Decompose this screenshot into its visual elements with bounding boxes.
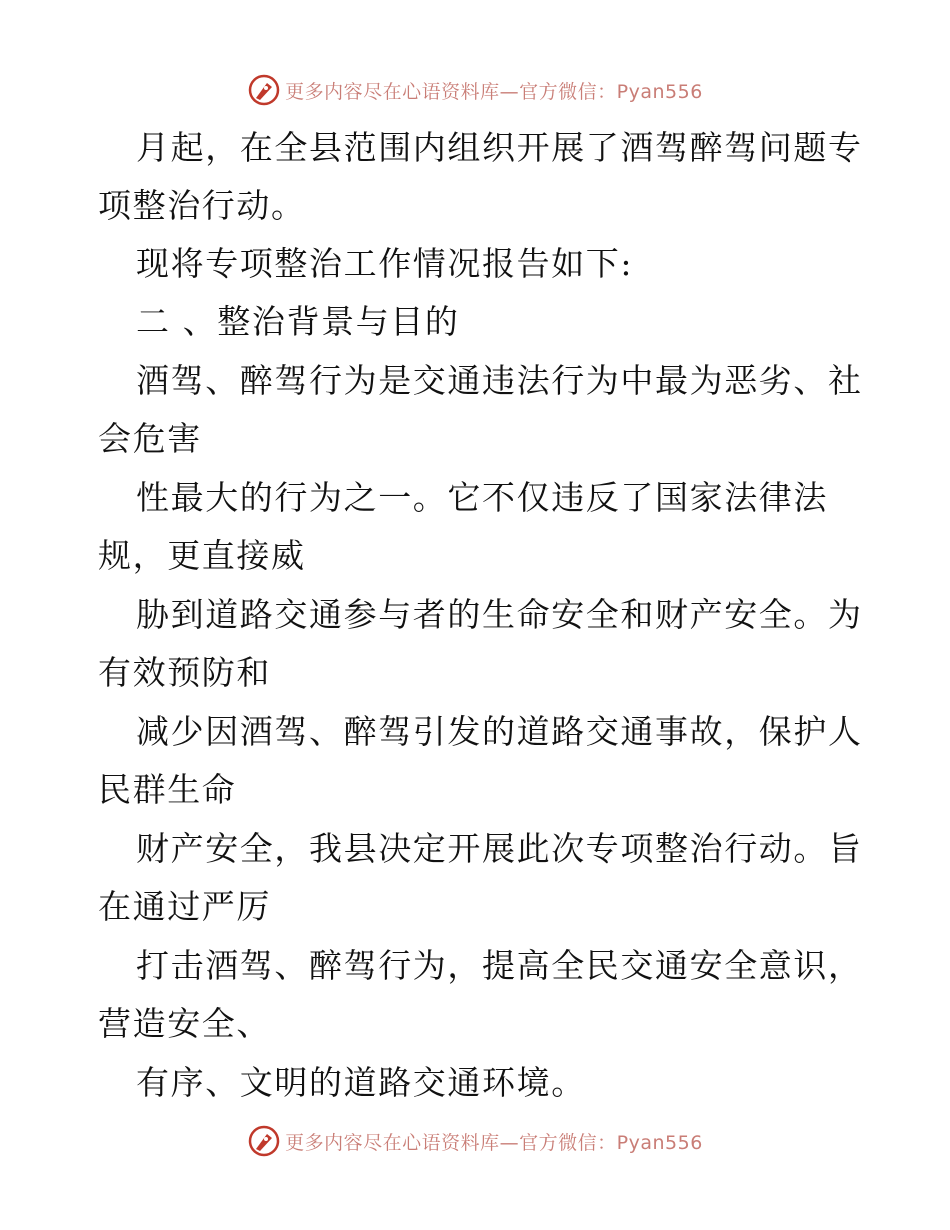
paragraph-line: 打击酒驾、醉驾行为，提高全民交通安全意识，: [136, 946, 863, 985]
paragraph-line: 规，更直接威: [98, 536, 306, 575]
paragraph-line: 胁到道路交通参与者的生命安全和财产安全。为: [136, 595, 863, 634]
paragraph-line: 减少因酒驾、醉驾引发的道路交通事故，保护人: [136, 712, 863, 751]
footer-watermark: [0, 1121, 950, 1161]
paragraph-line: 财产安全，我县决定开展此次专项整治行动。旨: [136, 829, 863, 868]
paragraph-line: 民群生命: [98, 770, 237, 809]
pen-nib-logo-icon: [247, 73, 281, 107]
watermark-text: 更多内容尽在心语资料库—官方微信：Pyan556: [285, 1131, 703, 1154]
paragraph-line: 现将专项整治工作情况报告如下:: [136, 244, 634, 283]
paragraph-line: 在通过严厉: [98, 887, 271, 926]
section-heading: 二 、整治背景与目的: [136, 302, 460, 341]
paragraph-line: 会危害: [98, 419, 202, 458]
paragraph-line: 性最大的行为之一。它不仅违反了国家法律法: [136, 478, 828, 517]
header-watermark: [0, 70, 950, 110]
pen-nib-logo-icon: [247, 1124, 281, 1158]
watermark-text: 更多内容尽在心语资料库—官方微信：Pyan556: [285, 80, 703, 103]
paragraph-line: 营造安全、: [98, 1004, 271, 1043]
paragraph-line: 有序、文明的道路交通环境。: [136, 1063, 586, 1102]
paragraph-line: 有效预防和: [98, 653, 271, 692]
paragraph-line: 项整治行动。: [98, 186, 306, 225]
paragraph-line: 酒驾、醉驾行为是交通违法行为中最为恶劣、社: [136, 361, 863, 400]
paragraph-line: 月起，在全县范围内组织开展了酒驾醉驾问题专: [136, 128, 863, 167]
